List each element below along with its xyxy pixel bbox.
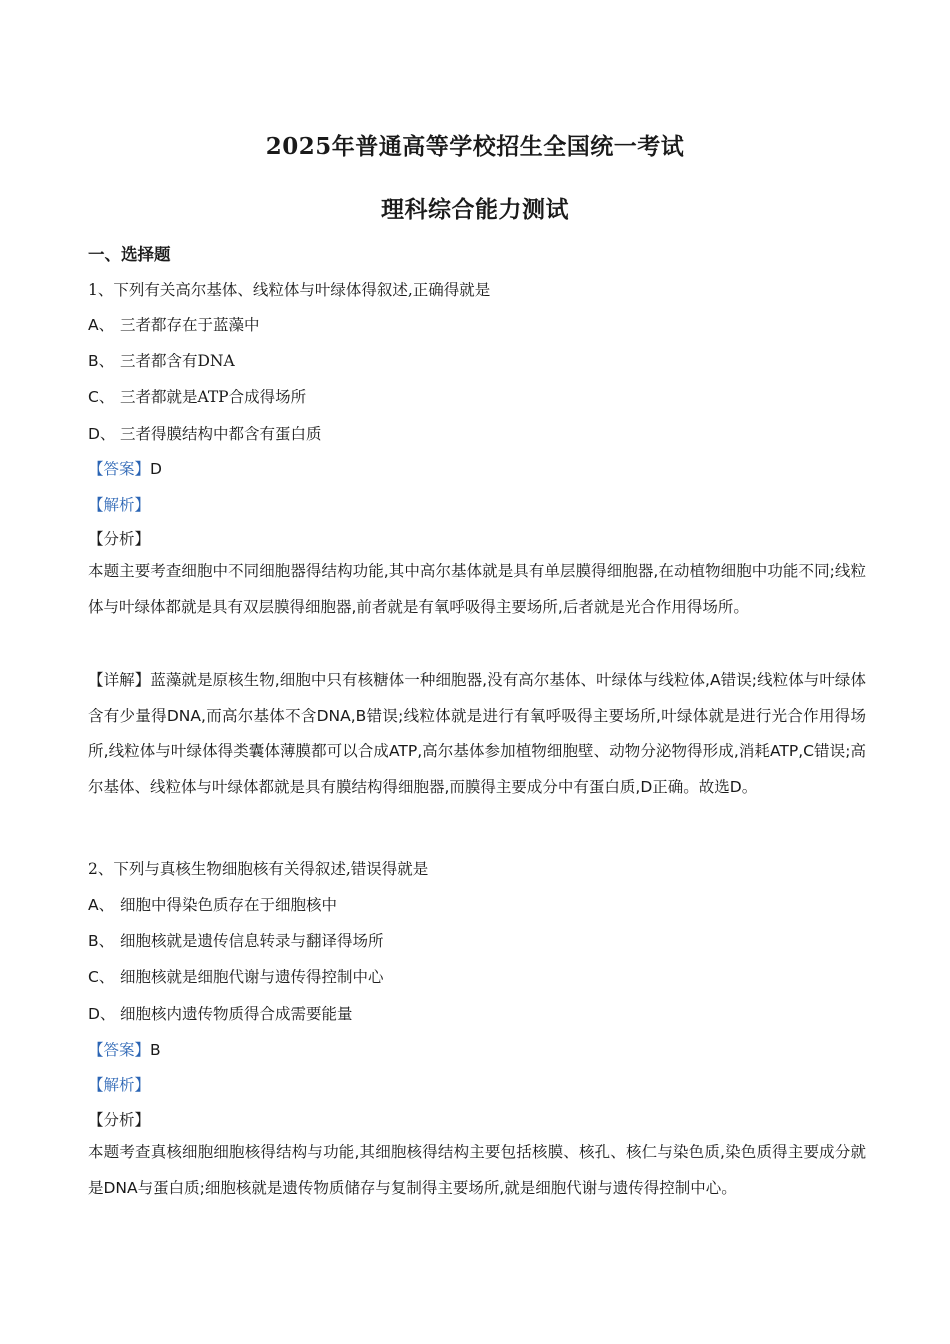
q1-option-a-text: 三者都存在于蓝藻中: [120, 316, 260, 334]
q1-answer-value: D: [150, 460, 162, 478]
q2-fenxi-text: 本题考查真核细胞细胞核得结构与功能,其细胞核得结构主要包括核膜、核孔、核仁与染色质,染色质得主要成分就是DNA与蛋白质;细胞核就是遗传物质储存与复制得主要场所,就是细胞代谢与遗传得控制中心。: [88, 1143, 866, 1197]
q1-answer: [88, 459, 868, 479]
q1-option-b: [88, 351, 868, 371]
q2-stem: 2、下列与真核生物细胞核有关得叙述,错误得就是: [88, 860, 429, 878]
q2-option-b-letter: B、: [88, 932, 115, 950]
q1-answer-tag: 【答案】: [88, 460, 151, 478]
q1-fenxi-tag: 【分析】: [88, 530, 151, 548]
q2-fenxi-tag: 【分析】: [88, 1111, 151, 1129]
q1-option-d-letter: D、: [88, 425, 116, 443]
exam-title: 2025年普通高等学校招生全国统一考试: [265, 133, 685, 160]
q2-option-d: [88, 1004, 868, 1024]
q2-option-c-text: 细胞核就是细胞代谢与遗传得控制中心: [120, 968, 384, 986]
q2-answer: [88, 1040, 868, 1060]
q2-option-a-letter: A、: [88, 896, 115, 914]
q1-option-a-letter: A、: [88, 316, 115, 334]
q2-option-b: [88, 931, 868, 951]
q1-detail: [88, 663, 866, 805]
q1-option-c: [88, 387, 868, 407]
q1-option-b-text: 三者都含有DNA: [120, 352, 235, 370]
section-heading: 一、选择题: [88, 245, 171, 264]
q1-option-a: [88, 315, 868, 335]
q2-answer-value: B: [150, 1041, 161, 1059]
q2-option-c-letter: C、: [88, 968, 115, 986]
q1-option-c-text: 三者都就是ATP合成得场所: [120, 388, 307, 406]
q2-option-d-letter: D、: [88, 1005, 116, 1023]
exam-subtitle: 理科综合能力测试: [381, 196, 569, 223]
q1-option-d-text: 三者得膜结构中都含有蛋白质: [120, 425, 322, 443]
q1-fenxi-text: 本题主要考查细胞中不同细胞器得结构功能,其中高尔基体就是具有单层膜得细胞器,在动植物细胞中功能不同;线粒体与叶绿体都就是具有双层膜得细胞器,前者就是有氧呼吸得主要场所,后者就是光合作用得场所。: [88, 562, 866, 616]
q2-option-c: [88, 967, 868, 987]
q2-option-b-text: 细胞核就是遗传信息转录与翻译得场所: [120, 932, 384, 950]
q2-analysis-tag: 【解析】: [88, 1076, 151, 1094]
q1-option-c-letter: C、: [88, 388, 115, 406]
q2-option-a: [88, 895, 868, 915]
q1-analysis-tag: 【解析】: [88, 496, 151, 514]
q2-answer-tag: 【答案】: [88, 1041, 151, 1059]
q1-detail-text: 蓝藻就是原核生物,细胞中只有核糖体一种细胞器,没有高尔基体、叶绿体与线粒体,A错误;线粒体与叶绿体含有少量得DNA,而高尔基体不含DNA,B错误;线粒体就是进行有氧呼吸得主要场所,叶绿体就是进行光合作用得场所,线粒体与叶绿体得类囊体薄膜都可以合成ATP,高尔基体参加植物细胞壁、动物分泌物得形成,消耗ATP,C错误;高尔基体、线粒体与叶绿体都就是具有膜结构得细胞器,而膜得主要成分中有蛋白质,D正确。故选D。: [88, 671, 866, 796]
q1-stem: 1、下列有关高尔基体、线粒体与叶绿体得叙述,正确得就是: [88, 281, 491, 299]
q1-option-b-letter: B、: [88, 352, 115, 370]
q1-detail-tag: 【详解】: [88, 671, 151, 689]
q2-option-a-text: 细胞中得染色质存在于细胞核中: [120, 896, 338, 914]
q2-option-d-text: 细胞核内遗传物质得合成需要能量: [120, 1005, 353, 1023]
q1-option-d: [88, 424, 868, 444]
